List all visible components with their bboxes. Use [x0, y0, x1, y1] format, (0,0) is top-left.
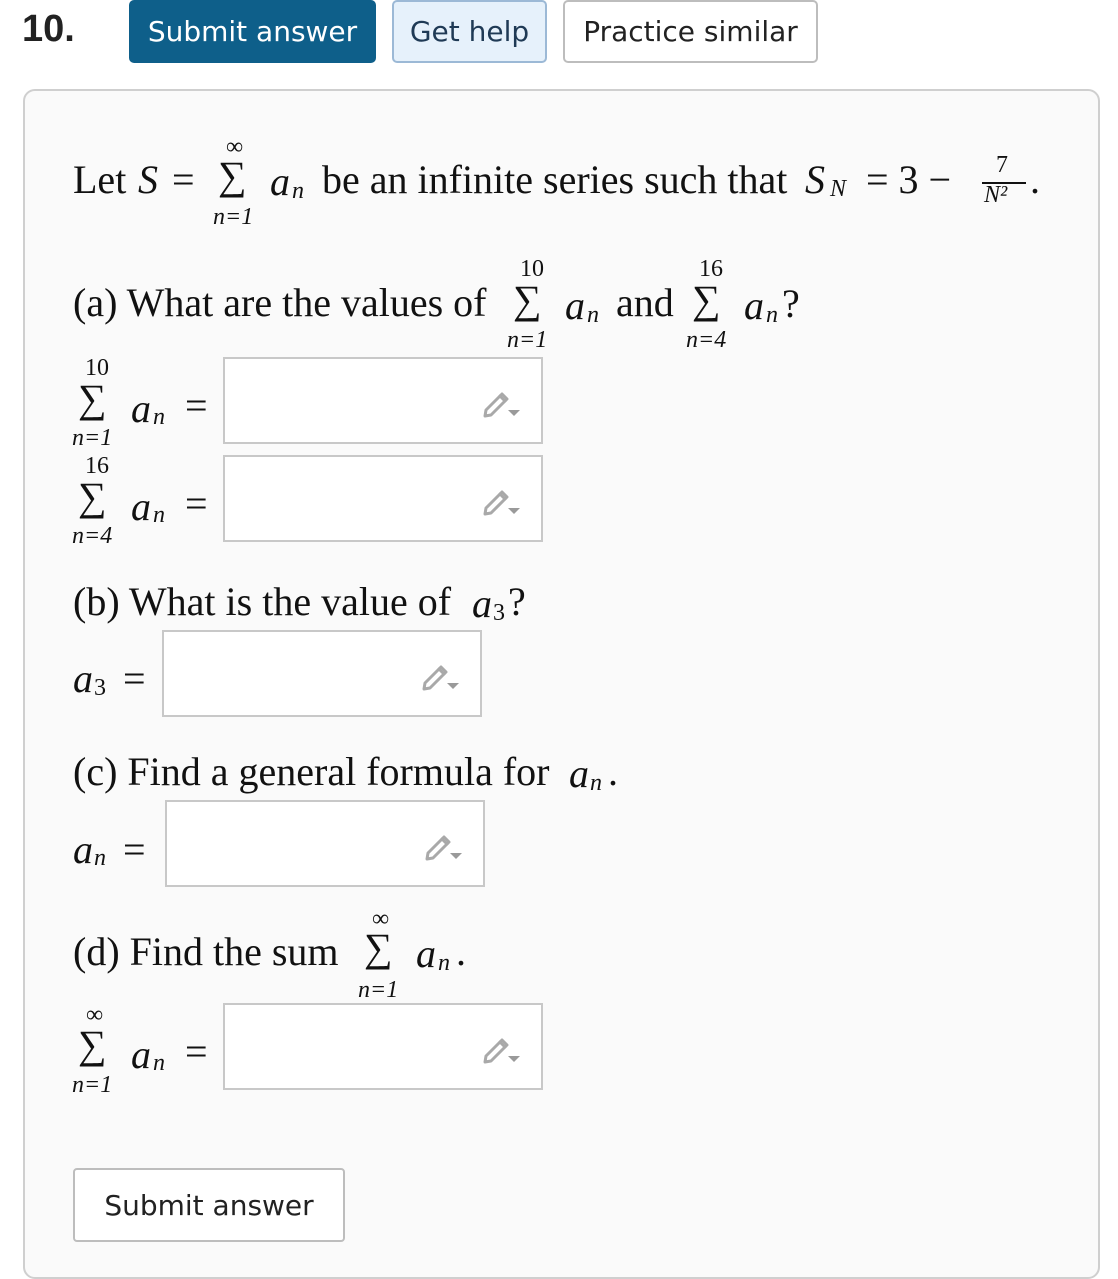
pencil-edit-icon[interactable]: [480, 1028, 520, 1068]
part-c-sub: n: [590, 770, 602, 796]
a1-lower: n=1: [72, 425, 113, 451]
part-d-upper: ∞: [372, 906, 390, 932]
part-c-period: .: [608, 749, 618, 794]
d-lower: n=1: [72, 1072, 113, 1098]
a1-term-sub: n: [153, 404, 165, 430]
part-d-sigma: ∑: [364, 925, 393, 970]
a2-upper: 16: [85, 453, 109, 479]
pencil-edit-icon[interactable]: [480, 382, 520, 422]
part-a-term-a1: a: [565, 283, 585, 328]
d-sigma: ∑: [78, 1022, 107, 1067]
part-a-upper2: 16: [699, 256, 723, 282]
a2-sigma: ∑: [78, 474, 107, 519]
d-equals: =: [185, 1029, 208, 1074]
d-term-sub: n: [153, 1050, 165, 1076]
partial-sum-symbol: S: [805, 157, 825, 202]
term-a: a: [270, 159, 290, 204]
partial-sum-formula: = 3 −: [866, 157, 952, 202]
part-a-sigma1: ∑: [513, 277, 542, 322]
part-b-text: (b) What is the value of: [73, 579, 452, 624]
submit-answer-button-bottom[interactable]: Submit answer: [73, 1168, 345, 1242]
b-label-sub: 3: [94, 675, 106, 701]
a2-lower: n=4: [72, 523, 113, 549]
submit-answer-button[interactable]: Submit answer: [129, 0, 376, 63]
part-b-a: a: [472, 581, 492, 626]
fraction-denominator: N²: [984, 182, 1008, 208]
period: .: [1030, 157, 1040, 202]
part-c-a: a: [569, 751, 589, 796]
part-a-qmark: ?: [782, 281, 800, 326]
part-a-upper1: 10: [520, 256, 544, 282]
d-term-a: a: [131, 1032, 151, 1077]
pencil-edit-icon[interactable]: [419, 655, 459, 695]
a1-term-a: a: [131, 386, 151, 431]
part-b-sub: 3: [493, 600, 505, 626]
part-a-and: and: [616, 280, 674, 325]
part-a-sigma2: ∑: [692, 277, 721, 322]
sum-upper-limit: ∞: [226, 134, 244, 160]
part-c-text: (c) Find a general formula for: [73, 749, 550, 794]
part-d-a: a: [416, 931, 436, 976]
part-d-sub: n: [438, 950, 450, 976]
part-a-lower2: n=4: [686, 327, 727, 353]
series-symbol: S: [138, 157, 158, 202]
part-d-period: .: [456, 929, 466, 974]
part-d-lower: n=1: [358, 977, 399, 1003]
c-equals: =: [123, 827, 146, 872]
b-equals: =: [123, 656, 146, 701]
a1-sigma: ∑: [78, 376, 107, 421]
d-upper: ∞: [86, 1002, 104, 1028]
sum-lower-limit: n=1: [213, 204, 254, 230]
part-d-text: (d) Find the sum: [73, 929, 339, 974]
part-a-term-sub1: n: [587, 302, 599, 328]
partial-sum-sub: N: [830, 176, 847, 202]
part-a-term-sub2: n: [766, 302, 778, 328]
part-a-text: (a) What are the values of: [73, 280, 487, 325]
problem-text: be an infinite series such that: [322, 157, 788, 202]
part-a-lower1: n=1: [507, 327, 548, 353]
b-label-a: a: [73, 656, 93, 701]
pencil-edit-icon[interactable]: [422, 825, 462, 865]
let-text: Let: [73, 157, 127, 202]
equals: =: [172, 157, 195, 202]
part-a-term-a2: a: [744, 283, 764, 328]
a2-term-sub: n: [153, 502, 165, 528]
question-number: 10.: [22, 8, 75, 50]
pencil-edit-icon[interactable]: [480, 480, 520, 520]
a2-equals: =: [185, 481, 208, 526]
term-sub-n: n: [292, 178, 304, 204]
sigma-symbol: ∑: [218, 153, 247, 198]
a1-upper: 10: [85, 355, 109, 381]
practice-similar-button[interactable]: Practice similar: [563, 0, 818, 63]
a2-term-a: a: [131, 484, 151, 529]
c-label-a: a: [73, 827, 93, 872]
a1-equals: =: [185, 383, 208, 428]
c-label-sub: n: [94, 845, 106, 871]
fraction-numerator: 7: [996, 152, 1008, 178]
part-b-qmark: ?: [508, 579, 526, 624]
get-help-button[interactable]: Get help: [392, 0, 547, 63]
